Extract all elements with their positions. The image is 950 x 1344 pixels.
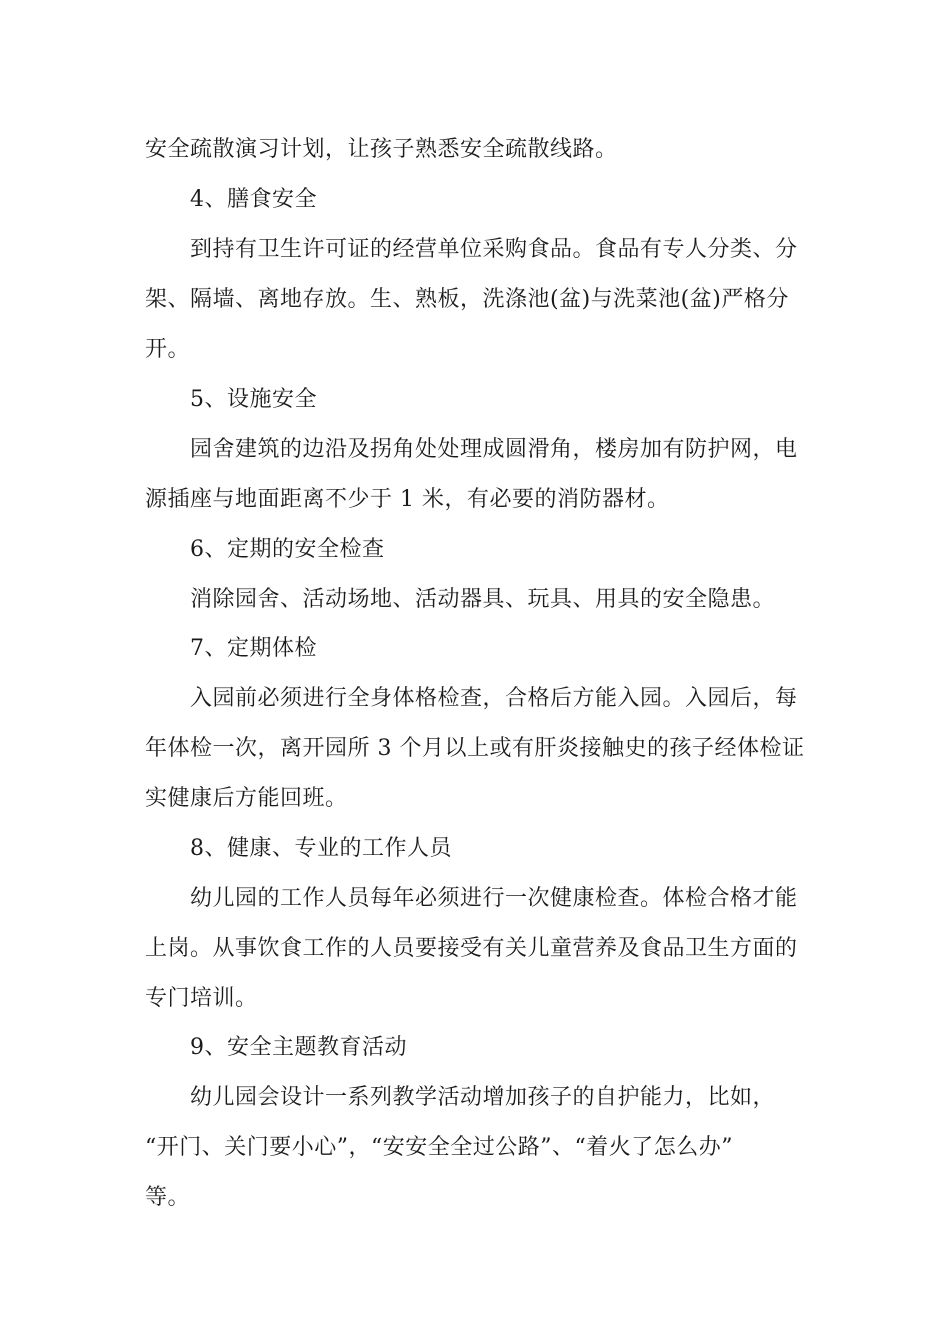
paragraph-line: 入园前必须进行全身体格检查，合格后方能入园。入园后，每 (190, 686, 798, 711)
paragraph-line: 年体检一次，离开园所 3 个月以上或有肝炎接触史的孩子经体检证 (145, 736, 805, 761)
paragraph-line: 安全疏散演习计划，让孩子熟悉安全疏散线路。 (145, 137, 618, 162)
paragraph-line: 架、隔墙、离地存放。生、熟板，洗涤池(盆)与洗菜池(盆)严格分 (145, 287, 789, 312)
paragraph-line: 专门培训。 (145, 986, 258, 1011)
paragraph-line: 幼儿园的工作人员每年必须进行一次健康检查。体检合格才能 (190, 886, 798, 911)
section-heading-9: 9、安全主题教育活动 (190, 1035, 407, 1060)
paragraph-line: 消除园舍、活动场地、活动器具、玩具、用具的安全隐患。 (190, 587, 776, 612)
paragraph-line: 等。 (145, 1185, 191, 1210)
section-heading-7: 7、定期体检 (190, 636, 317, 661)
section-heading-6: 6、定期的安全检查 (190, 537, 385, 562)
paragraph-line: 实健康后方能回班。 (145, 786, 348, 811)
paragraph-line: “开门、关门要小心”，“安安全全过公路”、“着火了怎么办” (145, 1135, 733, 1160)
paragraph-line: 开。 (145, 337, 191, 362)
section-heading-8: 8、健康、专业的工作人员 (190, 836, 452, 861)
paragraph-line: 到持有卫生许可证的经营单位采购食品。食品有专人分类、分 (190, 237, 798, 262)
section-heading-4: 4、膳食安全 (190, 187, 317, 212)
paragraph-line: 幼儿园会设计一系列教学活动增加孩子的自护能力，比如， (190, 1085, 776, 1110)
paragraph-line: 源插座与地面距离不少于 1 米，有必要的消防器材。 (145, 487, 670, 512)
section-heading-5: 5、设施安全 (190, 387, 317, 412)
paragraph-line: 上岗。从事饮食工作的人员要接受有关儿童营养及食品卫生方面的 (145, 936, 798, 961)
paragraph-line: 园舍建筑的边沿及拐角处处理成圆滑角，楼房加有防护网，电 (190, 437, 798, 462)
